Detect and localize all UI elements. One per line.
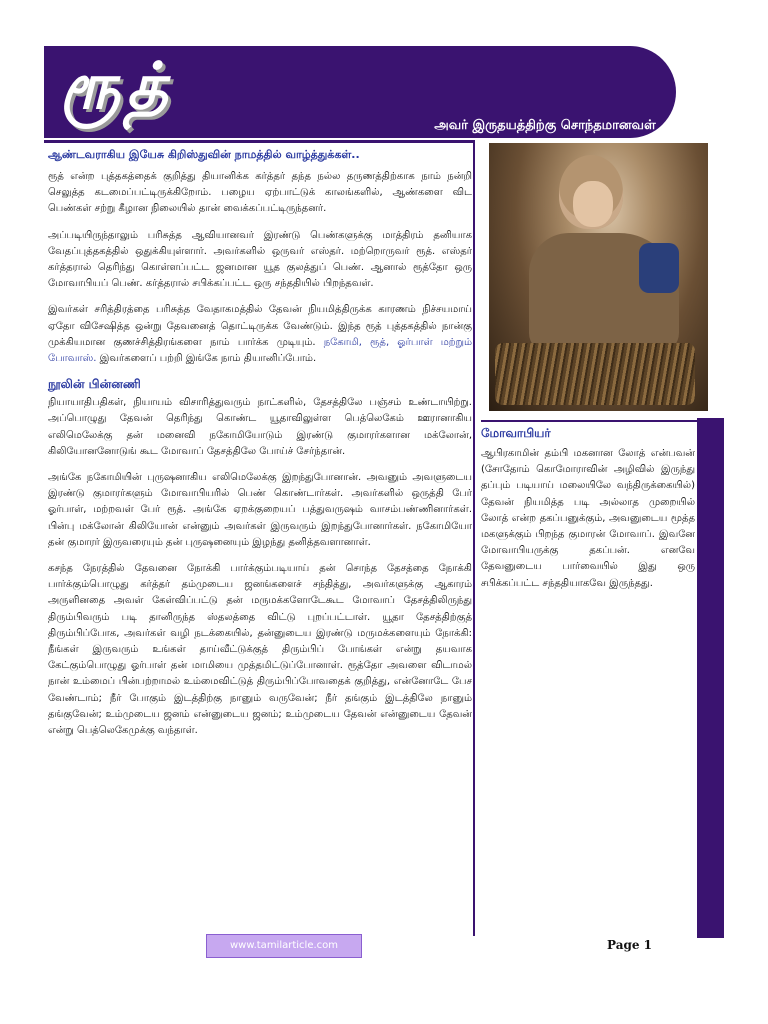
header-divider [44,140,474,143]
article-body [48,148,472,749]
paragraph-3-end: இவர்களைப் பற்றி இங்கே நாம் தியானிப்போம். [99,353,317,365]
page-number: Page 1 [607,938,653,952]
ruth-photo [489,143,708,411]
photo-face [573,181,613,227]
paragraph-6: கசந்த நேரத்தில் தேவனை நோக்கி பார்க்கும்படியாய் தன் சொந்த தேசத்தை நோக்கி பார்க்கும்பொழுது கர்த்தர் தம்முடைய ஜனங்களைச் சந்தித்து, அவர்களுக்கு ஆகாரம் அருளினதை அவள் கேள்விப்பட்டு தன் மருமக்களோடேகூட மோவாப் தேசத்திலிருந்து திரும்பிவரும் படி தானிருந்த ஸ்தலத்தை விட்டு புறப்பட்டாள். யூதா தேசத்திற்குத் திரும்பிப்போக, அவர்கள் வழி நடக்கையில், தன்னுடைய இரண்டு மருமக்களையும் நோக்கி: நீங்கள் இருவரும் உங்கள் தாய்வீட்டுக்குத் திரும்பிப் போங்கள் என்று தயவாக கேட்கும்பொழுது ஓர்பாள் தன் மாமியை முத்தமிட்டுப்போனாள். ரூத்தோ அவளை விடாமல் நான் உம்மைப் பின்பற்றாமல் உம்மைவிட்டுத் திரும்பிப்போவதைக் குறித்து, என்னோடே பேச வேண்டாம்; நீர் போகும் இடத்திற்கு நானும் வருவேன்; நீர் தங்கும் இடத்திலே நானும் தங்குவேன்; உம்முடைய ஜனம் என்னுடைய ஜனம்; உம்முடைய தேவன் என்னுடைய தேவன் என்று பெத்லெகேமுக்கு வந்தாள். [48,563,472,737]
column-divider [473,140,475,936]
footer-website-link[interactable]: www.tamilarticle.com [206,934,362,958]
sidebar-text: ஆபிரகாமின் தம்பி மகனான லோத் என்பவன் (சோதோம் கொமோராவின் அழிவில் இருந்து தப்பும் படியாய் மலையிலே வந்திருக்கையில்) தேவன் நியமித்த படி அல்லாத முறையில் லோத் என்ற தகப்பனுக்கும், அவனுடைய மூத்த மகளுக்கும் பிறந்த குமாரன் மோவாப். இவனே மோவாபியருக்கு தகப்பன். எனவே தேவனுடைய பார்வையில் இது ஒரு சபிக்கப்பட்ட சந்ததியாகவே இருந்தது. [481,448,695,589]
logo-title: ரூத் [60,49,174,124]
paragraph-4: நியாயாதிபதிகள், நியாயம் விசாரித்துவரும் நாட்களில், தேசத்திலே பஞ்சம் உண்டாயிற்று. அப்பொழுது தேவன் தெரிந்து கொண்ட யூதாவிலுள்ள பெத்லெகேம் ஊரானாகிய எலிமெலேக்கு தன் மனைவி நகோமியோடும் இரண்டு குமாரர்களான மக்லோன், கிலியோனனோடுங் கூட மோவாப் தேசத்திலே போய்ச் சேர்ந்தான். [48,397,472,457]
section-heading-background: நூலின் பின்னணி [48,377,141,392]
sidebar-accent-bar [697,418,724,938]
paragraph-3-main: இவர்கள் சரித்திரத்தை பரிசுத்த வேதாகமத்தில் தேவன் நியமித்திருக்க காரணம் நிச்சயமாய் ஏதோ விசேஷித்த ஒன்று தேவனைத் தொட்டிருக்க வேண்டும். இந்த ரூத் புத்தகத்தில் நான்கு முக்கியமான குணச்சித்திரங்களை நாம் பார்க்க முடியும். [48,304,472,348]
greeting-heading: ஆண்டவராகிய இயேசு கிறிஸ்துவின் நாமத்தில் வாழ்த்துக்கள்.. [48,148,360,161]
tagline: அவர் இருதயத்திற்கு சொந்தமானவள் [434,118,656,133]
character-names: நகோமி, ரூத், ஓர்பாள் மற்றும் போவாஸ். [48,336,473,365]
paragraph-2: அப்படியிருந்தாலும் பரிசுத்த ஆவியானவர் இரண்டு பெண்களுக்கு மாத்திரம் தனியாக வேதப்புத்தகத்தில் ஒதுக்கியுள்ளார். அவர்களில் ஒருவர் எஸ்தர். மற்றொருவர் ரூத். எஸ்தர் கர்த்தரால் தெரிந்து கொள்ளப்பட்ட ஜனமான யூத குலத்துப் பெண். ஆனால் ரூத்தோ ஒரு மோவாபியப் பெண். கர்த்தரால் சபிக்கப்பட்ட ஒரு சந்ததியில் பிறந்தவள். [48,229,472,290]
sidebar-heading: மோவாபியர் [481,420,697,442]
paragraph-3 [48,302,472,367]
paragraph-5: அங்கே நகோமியின் புருஷனாகிய எலிமெலேக்கு இறந்துபோனான். அவனும் அவளுடைய இரண்டு குமாரர்களும் மோவாபியரில் பெண் கொண்டார்கள். அவர்களில் ஒருத்தி பேர் ஓர்பாள், மற்றவள் பேர் ரூத். அங்கே ஏறக்குறையப் பத்துவருஷம் வாசம்பண்ணினார்கள். பின்பு மக்லோன் கிலியோன் என்னும் அவர்கள் இருவரும் இறந்துபோனார்கள். நகோமியோ தன் குமாரர் இருவரையும் தன் புருஷனையும் இழந்து தனித்தவளானாள். [48,472,472,548]
photo-sash [639,243,679,293]
photo-straw-bundle [495,343,695,405]
paragraph-1: ரூத் என்ற புத்தகத்தைக் குறித்து தியானிக்க கர்த்தர் தந்த நல்ல தருணத்திற்காக நாம் நன்றி செலுத்த கடமைப்பட்டிருக்கிறோம். பழைய ஏற்பாட்டுக் காலங்களில், ஆண்களை விட பெண்கள் சற்று கீழான நிலையில் தான் வைக்கப்பட்டிருந்தனர். [48,171,472,215]
